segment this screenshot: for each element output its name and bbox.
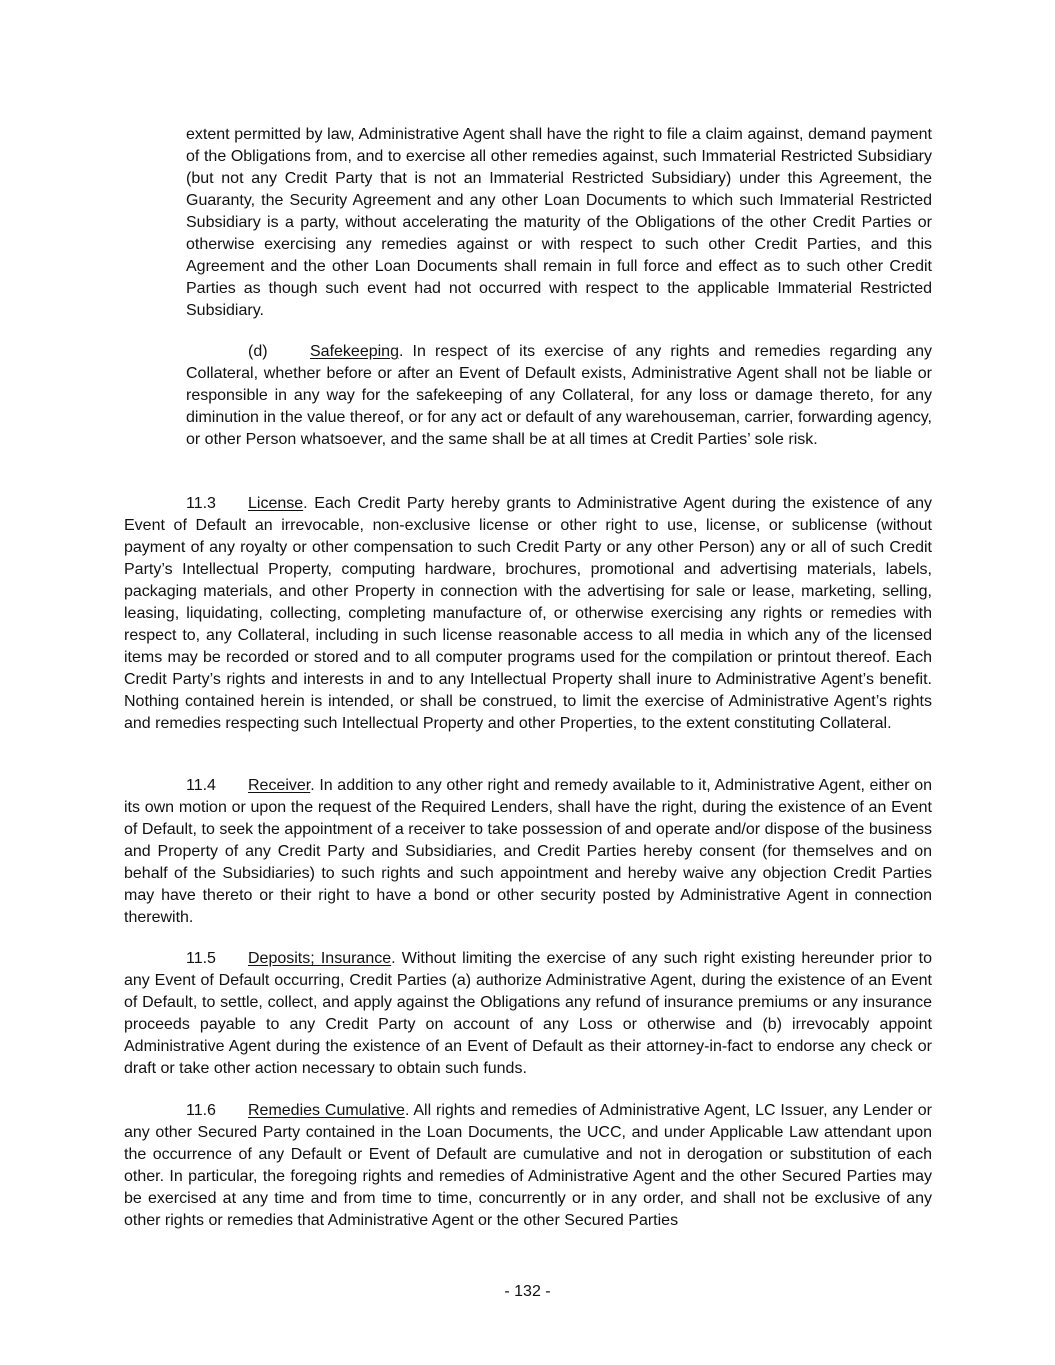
section-d-heading: Safekeeping (310, 343, 399, 360)
page-number: - 132 - (504, 1283, 551, 1300)
section-11-3-heading: License (248, 495, 304, 512)
section-11-5-number: 11.5 (186, 950, 216, 967)
section-11-5-text: . Without limiting the exercise of any such right existing hereunder prior to any Event of Default occurring, Credit Parties (a) authorize Administrative Agent, during the existence of an Event of Default, to settle, collect, and apply against the Obligations any refund of insurance premiums or any insurance proceeds payable to any Credit Party on account of any Loss or otherwise and (b) irrevocably appoint Administrative Agent during the existence of an Event of Default as their attorney-in-fact to endorse any check or draft or take other action necessary to obtain such funds. (124, 950, 932, 1077)
section-11-6-number: 11.6 (186, 1102, 216, 1119)
section-11-5-heading: Deposits; Insurance (248, 950, 392, 967)
section-11-3-paragraph (124, 493, 932, 735)
continuation-text: extent permitted by law, Administrative Agent shall have the right to file a claim against, demand payment of the Obligations from, and to exercise all other remedies against, such Immaterial Restricted Subsidiary (but not any Credit Party that is not an Immaterial Restricted Subsidiary) under this Agreement, the Guaranty, the Security Agreement and any other Loan Documents to which such Immaterial Restricted Subsidiary is a party, without accelerating the maturity of the Obligations of the other Credit Parties or otherwise exercising any remedies against or with respect to such other Credit Parties, and this Agreement and the other Loan Documents shall remain in full force and effect as to such other Credit Parties as though such event had not occurred with respect to the applicable Immaterial Restricted Subsidiary. (186, 126, 932, 319)
section-d-text: . In respect of its exercise of any rights and remedies regarding any Collateral, whether before or after an Event of Default exists, Administrative Agent shall not be liable or responsible in any way for the safekeeping of any Collateral, for any loss or damage thereto, for any diminution in the value thereof, or for any act or default of any warehouseman, carrier, forwarding agency, or other Person whatsoever, and the same shall be at all times at Credit Parties’ sole risk. (186, 343, 932, 448)
section-11-3-text: . Each Credit Party hereby grants to Administrative Agent during the existence of any Event of Default an irrevocable, non-exclusive license or other right to use, license, or sublicense (without payment of any royalty or other compensation to such Credit Party or any other Person) any or all of such Credit Party’s Intellectual Property, computing hardware, brochures, promotional and advertising materials, labels, packaging materials, and other Property in connection with the advertising for sale or lease, marketing, selling, leasing, liquidating, collecting, completing manufacture of, or otherwise exercising any rights or remedies with respect to, any Collateral, including in such license reasonable access to all media in which any of the licensed items may be recorded or stored and to all computer programs used for the compilation or printout thereof. Each Credit Party’s rights and interests in and to any Intellectual Property shall inure to Administrative Agent’s benefit. Nothing contained herein is intended, or shall be construed, to limit the exercise of Administrative Agent’s rights and remedies respecting such Intellectual Property and other Properties, to the extent constituting Collateral. (124, 495, 932, 732)
section-11-6-heading: Remedies Cumulative (248, 1102, 405, 1119)
section-11-5-paragraph (124, 948, 932, 1080)
section-11-6-text: . All rights and remedies of Administrative Agent, LC Issuer, any Lender or any other Secured Party contained in the Loan Documents, the UCC, and under Applicable Law attendant upon the occurrence of any Default or Event of Default are cumulative and not in derogation or substitution of each other. In particular, the foregoing rights and remedies of Administrative Agent and the other Secured Parties may be exercised at any time and from time to time, concurrently or in any order, and shall not be exclusive of any other rights or remedies that Administrative Agent or the other Secured Parties (124, 1102, 932, 1229)
continuation-paragraph (186, 124, 932, 322)
section-d-paragraph (186, 341, 932, 451)
section-11-4-text: . In addition to any other right and remedy available to it, Administrative Agent, either on its own motion or upon the request of the Required Lenders, shall have the right, during the existence of an Event of Default, to seek the appointment of a receiver to take possession of and operate and/or dispose of the business and Property of any Credit Party and Subsidiaries, and Credit Parties hereby consent (for themselves and on behalf of the Subsidiaries) to such rights and such appointment and hereby waive any objection Credit Parties may have thereto or their right to have a bond or other security posted by Administrative Agent in connection therewith. (124, 777, 932, 926)
section-d-number: (d) (248, 343, 268, 360)
section-11-6-paragraph (124, 1100, 932, 1232)
section-11-3-number: 11.3 (186, 495, 216, 512)
section-11-4-heading: Receiver (248, 777, 311, 794)
section-11-4-number: 11.4 (186, 777, 216, 794)
section-11-4-paragraph (124, 775, 932, 929)
